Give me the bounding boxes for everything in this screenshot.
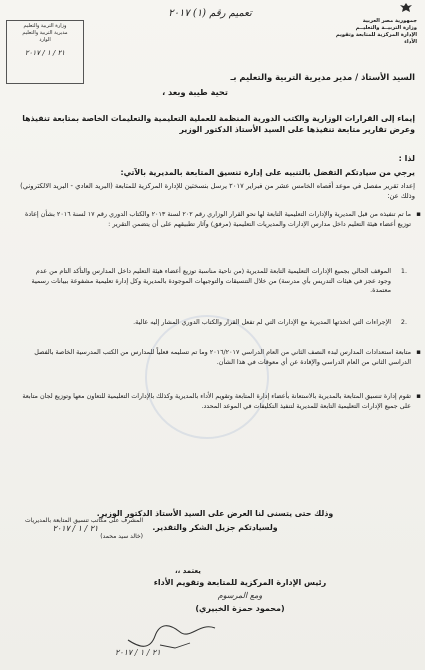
stamp-line2: مديرية التربية والتعليم [22, 30, 68, 36]
approval-label: يعتمد ،، [175, 567, 201, 575]
stamp-line3: الوارد [39, 37, 51, 43]
supervisor-title: المشرف على مكاتب تنسيق المتابعة بالمديريات [25, 517, 143, 524]
list-item [16, 348, 421, 367]
letterhead-line3: الإدارة المركزية للمتابعة وتقويم الأداء [335, 32, 417, 45]
addressee: السيد الأستاذ / مدير مديرية التربية والتعليم بـ [230, 72, 415, 82]
list-item [21, 267, 407, 296]
list-item [16, 392, 421, 411]
head-signature-block [120, 576, 360, 615]
stamp-line1: وزارة التربية والتعليم [23, 23, 67, 29]
bullet-icon: ▪ [416, 348, 421, 356]
reference-paragraph: إيماء إلى القرارات الوزارية والكتب الدورية المنظمة للعملية التعليمية والتعليمات الخاصة بمتابعة تنفيذها وعرض تقارير متابعة تنفيذها على السيد الأستاذ الدكتور الوزير [22, 114, 415, 134]
bullet-text: ما تم تنفيذه من قبل المديرية والإدارات التعليمية التابعة لها نحو القرار الوزاري رقم ٢٠٢ لسنة ٢٠١٣ والكتاب الدوري رقم ١٧ لسنة ٢٠١٦ بشأن إعادة توزيع أعضاء هيئة التعليم داخل مدارس الإدارات والمديريات التعليمية (مرفق) وآثار تطبيقهم على أن يتضمن التقرير : [24, 210, 411, 228]
greeting: تحية طيبة وبعد ، [162, 87, 228, 97]
letterhead [322, 6, 417, 46]
closing-line1: وذلك حتى يتسنى لنا العرض على السيد الأستاذ الدكتور الوزير. [96, 509, 334, 518]
list-item [16, 210, 421, 229]
numbered-text: الموقف الحالي بجميع الإدارات التعليمية التابعة للمديرية (من ناحية مناسبة توزيع أعضاء هيئة التعليم داخل المدارس والتأكد التام من عدم وجود عجز في هيئات التدريس بأي مدرسة) من خلال التنسيقات والتوجيهات الموجودة بالمديرية وكل إدارة تعليمية مشفوعة ببيانات رسمية معتمدة. [31, 267, 391, 295]
bullet-icon: ▪ [416, 392, 421, 400]
list-item [21, 318, 407, 328]
lathe-label: لذا : [398, 154, 415, 163]
letterhead-line2: وزارة التربيــة والتعليــم [355, 25, 417, 31]
bullet-icon: ▪ [416, 210, 421, 218]
item-number: .2 [400, 318, 407, 326]
bullet-text: تقوم إدارة تنسيق المتابعة بالمديرية بالاستعانة بأعضاء إدارة المتابعة وتقويم الأداء بالمديرية وكذلك بالإدارات التعليمية للتعاون معها وتوزيع لجان متابعة على جميع الإدارات التعليمية التابعة للمديرية لتنفيذ التكليفات في الموعد المحدد. [22, 392, 411, 410]
supervisor-sig-date: ٢١ / ١ / ٢٠١٧ [52, 524, 99, 533]
send-instruction: إعداد تقرير مفصل في موعد أقصاه الخامس عشر من فبراير ٢٠١٧ يرسل بنسختين للإدارة المركزية للمتابعة (البريد العادي - البريد الالكتروني) وذلك عن: [20, 182, 415, 200]
handwritten-note: ومع المرسوم [217, 591, 263, 600]
head-sig-date: ٢١ / ١ / ٢٠١٧ [115, 648, 161, 657]
stamp-date: ٢١ / ١ / ٢٠١٧ [25, 49, 65, 57]
item-number: .1 [400, 267, 407, 275]
closing-line2: ولسيادتكم جزيل الشكر والتقدير. [152, 523, 278, 532]
letterhead-line1: جمهورية مصر العربية [362, 18, 417, 24]
bullet-text: متابعة استعدادات المدارس لبدء النصف الثاني من العام الدراسي ٢٠١٦/٢٠١٧ وما تم تسليمه فعلياً للمدارس من الكتب المدرسية الخاصة بالفصل الدراسي الثاني من العام الدراسي والإفادة عن أي معوقات في هذا الشأن. [34, 348, 411, 366]
head-title: رئيس الإدارة المركزية للمتابعة وتقويم الأداء [153, 578, 327, 587]
supervisor-name: (خالد سيد محمد) [100, 533, 143, 540]
numbered-text: الإجراءات التي اتخذتها المديرية مع الإدارات التي لم تفعل القرار والكتاب الدوري المشار إليه عالية. [133, 318, 391, 326]
head-name: (محمود حمزة الخبيري) [195, 604, 285, 613]
circular-number: تعميم رقم (١) ٢٠١٧ [168, 8, 252, 19]
supervisor-signature-block [8, 517, 143, 541]
request-line: يرجي من سيادتكم التفضل بالتنبيه على إدارة تنسيق المتابعة بالمديرية بالآتي: [120, 168, 415, 177]
